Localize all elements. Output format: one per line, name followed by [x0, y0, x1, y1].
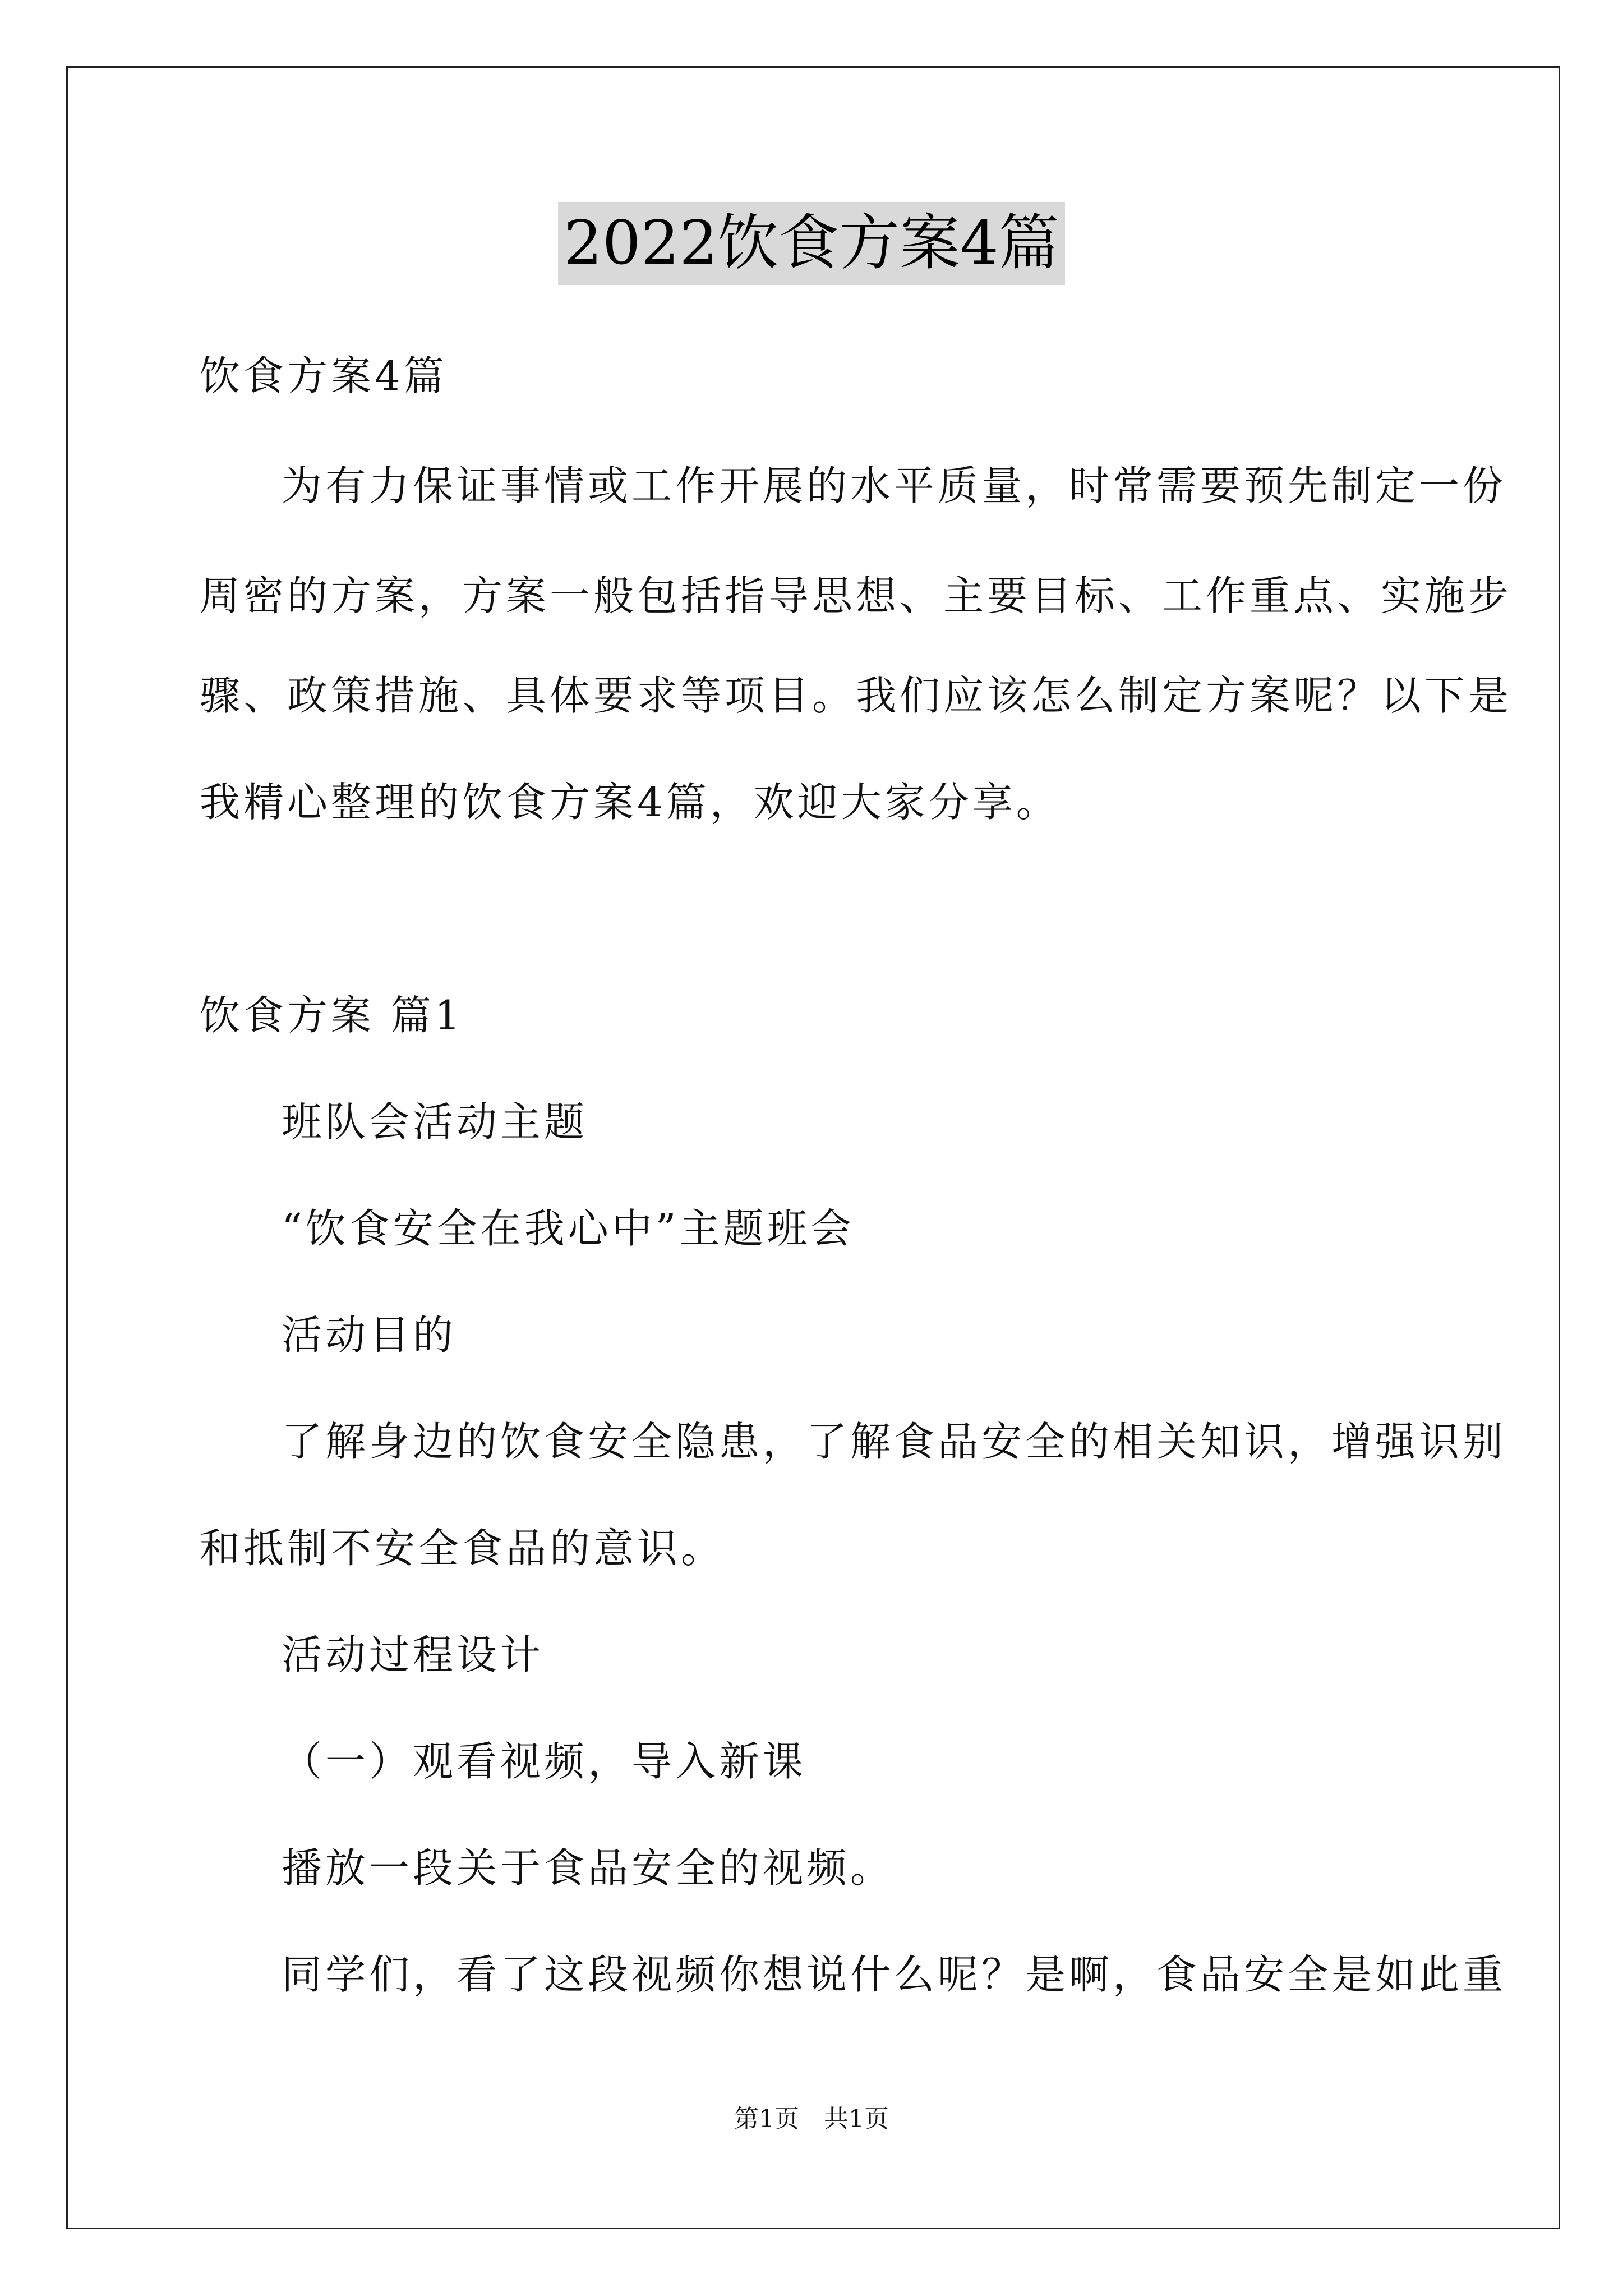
- paragraph-line: 了解身边的饮食安全隐患，了解食品安全的相关知识，增强识别: [282, 1418, 1507, 1465]
- paragraph-line: 同学们，看了这段视频你想说什么呢？是啊，食品安全是如此重: [282, 1951, 1507, 1998]
- paragraph-line: 周密的方案，方案一般包括指导思想、主要目标、工作重点、实施步: [200, 572, 1513, 619]
- title-container: [0, 202, 1623, 285]
- paragraph-line: “饮食安全在我心中”主题班会: [282, 1205, 855, 1252]
- paragraph-line: 活动目的: [282, 1312, 457, 1359]
- paragraph-line: （一）观看视频，导入新课: [282, 1738, 807, 1785]
- paragraph-line: 骤、政策措施、具体要求等项目。我们应该怎么制定方案呢？以下是: [200, 672, 1513, 719]
- document-title: 2022饮食方案4篇: [558, 202, 1065, 285]
- paragraph-line: 活动过程设计: [282, 1631, 545, 1678]
- page-footer: 第1页 共1页: [734, 2105, 889, 2133]
- paragraph-line: 和抵制不安全食品的意识。: [200, 1525, 725, 1572]
- paragraph-line: 班队会活动主题: [282, 1098, 588, 1145]
- section-heading: 饮食方案 篇1: [200, 992, 464, 1039]
- paragraph-line: 为有力保证事情或工作开展的水平质量，时常需要预先制定一份: [282, 462, 1507, 509]
- paragraph-line: 播放一段关于食品安全的视频。: [282, 1844, 895, 1892]
- subtitle-line: 饮食方案4篇: [200, 352, 448, 399]
- paragraph-line: 我精心整理的饮食方案4篇，欢迎大家分享。: [200, 779, 1060, 826]
